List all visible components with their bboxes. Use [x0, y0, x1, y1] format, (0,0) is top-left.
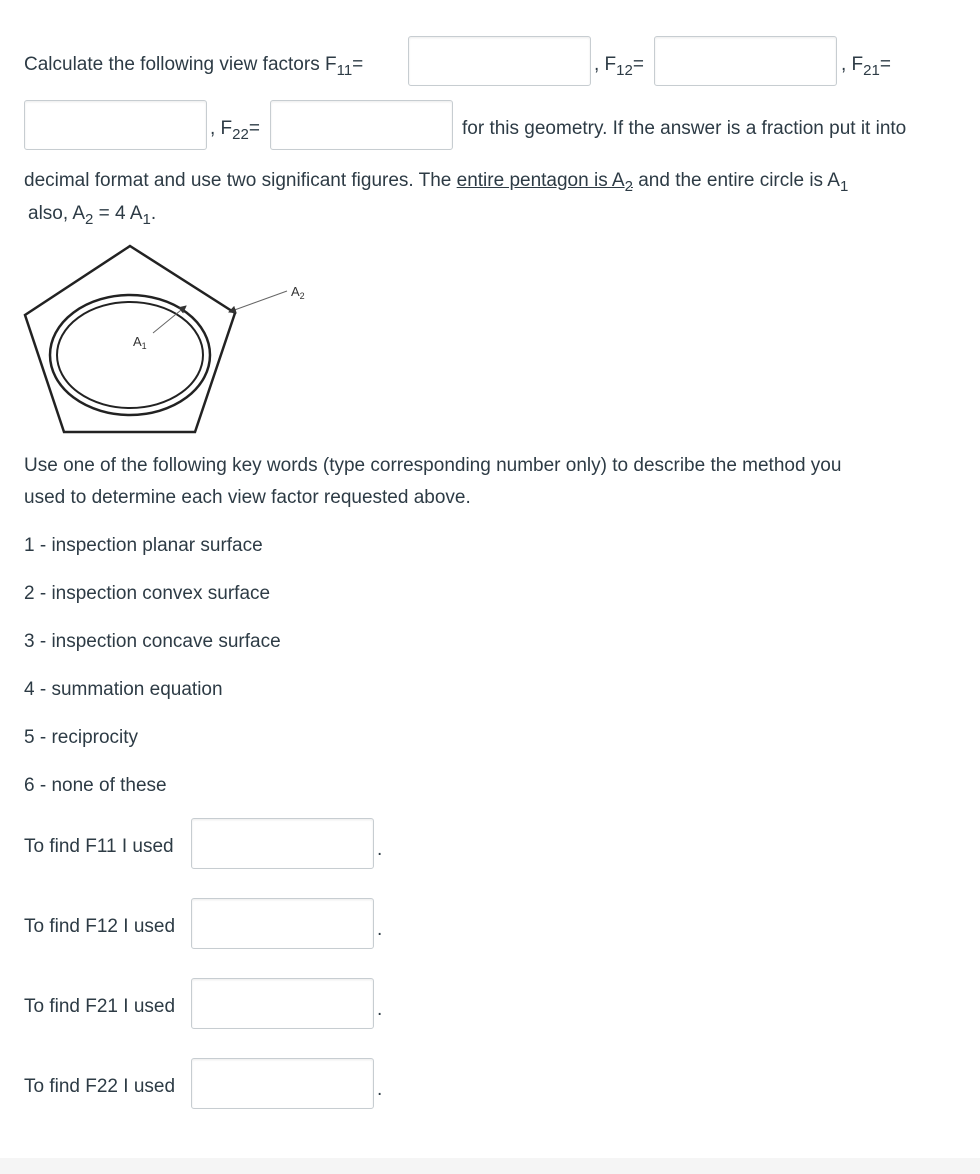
- instructions-line-1: Use one of the following key words (type corresponding number only) to describe the method you: [24, 455, 842, 476]
- a2-arrow: [229, 291, 287, 312]
- bottom-bar: [0, 1158, 980, 1174]
- f12-method-label: To find F12 I used: [24, 916, 176, 937]
- f22-method-input[interactable]: [191, 1058, 374, 1109]
- f21-answer-input[interactable]: [24, 100, 207, 150]
- pentagon-circle-figure: [0, 236, 330, 442]
- f11-method-period: .: [377, 839, 383, 860]
- instructions-line-2: used to determine each view factor requested above.: [24, 487, 471, 508]
- f12-label: , $F_{12}=$: [594, 54, 644, 79]
- a2-label: $A_2$: [291, 284, 305, 301]
- f21-method-label: To find F21 I used: [24, 996, 176, 1017]
- method-option-2: 2 - inspection convex surface: [24, 583, 271, 604]
- question-line-1: Calculate the following view factors $F_{11}=$: [24, 54, 364, 79]
- a1-label: $A_1$: [133, 334, 147, 351]
- method-option-6: 6 - none of these: [24, 775, 167, 796]
- f11-method-input[interactable]: [191, 818, 374, 869]
- inner-circle-shape: [57, 302, 203, 408]
- method-option-3: 3 - inspection concave surface: [24, 631, 281, 652]
- f21-method-period: .: [377, 999, 383, 1020]
- f21-label: , $F_{21}=$: [841, 54, 891, 79]
- f11-answer-input[interactable]: [408, 36, 591, 86]
- question-line-3: decimal format and use two significant figures. The entire pentagon is $A_2$ and the entire circle is $A_1$: [24, 170, 849, 195]
- method-option-1: 1 - inspection planar surface: [24, 535, 263, 556]
- method-option-5: 5 - reciprocity: [24, 727, 139, 748]
- f12-method-period: .: [377, 919, 383, 940]
- question-line-4: also, $A_2 = 4$ $A_1$.: [28, 203, 157, 228]
- method-option-4: 4 - summation equation: [24, 679, 223, 700]
- f22-label: , $F_{22}=$: [210, 118, 260, 143]
- f12-method-input[interactable]: [191, 898, 374, 949]
- underlined-pentagon-text: entire pentagon is $A_2$: [456, 170, 633, 195]
- pentagon-shape: [25, 246, 235, 432]
- f22-method-period: .: [377, 1079, 383, 1100]
- f21-method-input[interactable]: [191, 978, 374, 1029]
- f11-method-label: To find F11 I used: [24, 836, 174, 857]
- f12-answer-input[interactable]: [654, 36, 837, 86]
- f22-answer-input[interactable]: [270, 100, 453, 150]
- f22-method-label: To find F22 I used: [24, 1076, 176, 1097]
- question-line-2-text: for this geometry. If the answer is a fraction put it into: [462, 118, 907, 139]
- outer-circle-shape: [50, 295, 210, 415]
